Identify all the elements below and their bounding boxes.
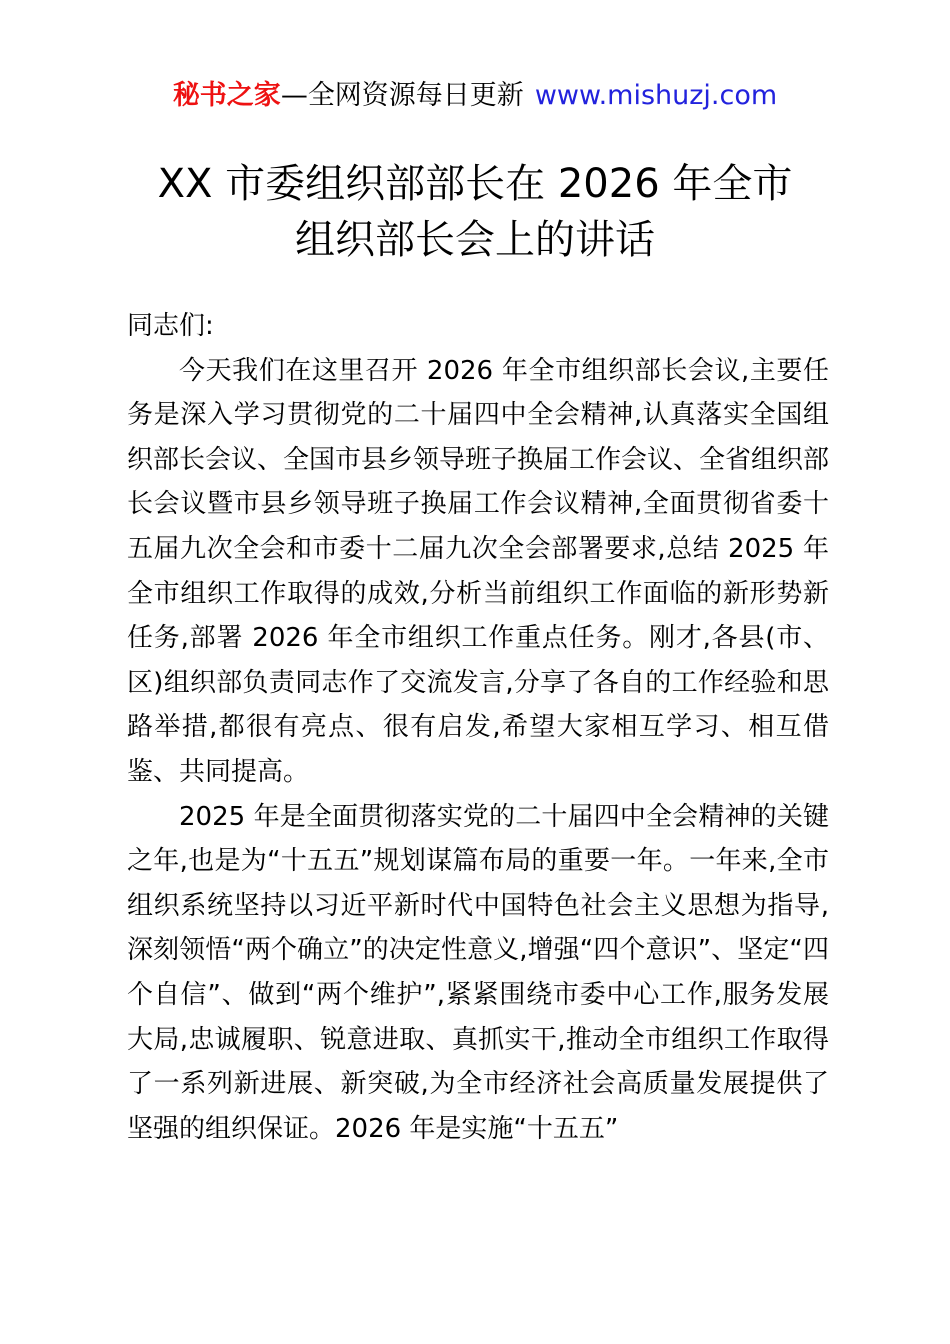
- salutation: 同志们:: [127, 311, 214, 341]
- site-header: [0, 0, 950, 114]
- site-name: 秘书之家: [172, 80, 281, 111]
- document-title-line-1: XX 市委组织部部长在 2026 年全市: [157, 161, 793, 207]
- header-separator: —: [280, 80, 308, 111]
- document-title: [95, 156, 855, 268]
- site-url-link[interactable]: www.mishuzj.com: [534, 80, 778, 111]
- paragraph-2: 2025 年是全面贯彻落实党的二十届四中全会精神的关键之年,也是为“十五五”规划谋篇布局的重要一年。一年来,全市组织系统坚持以习近平新时代中国特色社会主义思想为指导,深刻领悟“两个确立”的决定性意义,增强“四个意识”、坚定“四个自信”、做到“两个维护”,紧紧围绕市委中心工作,服务发展大局,忠诚履职、锐意进取、真抓实干,推动全市组织工作取得了一系列新进展、新突破,为全市经济社会高质量发展提供了坚强的组织保证。2026 年是实施“十五五”: [127, 801, 829, 1144]
- header-tagline: 全网资源每日更新: [307, 80, 524, 111]
- document-title-line-2: 组织部长会上的讲话: [295, 217, 655, 263]
- paragraph-1: 今天我们在这里召开 2026 年全市组织部长会议,主要任务是深入学习贯彻党的二十届四中全会精神,认真落实全国组织部长会议、全国市县乡领导班子换届工作会议、全省组织部长会议暨市县乡领导班子换届工作会议精神,全面贯彻省委十五届九次全会和市委十二届九次全会部署要求,总结 2025 年全市组织工作取得的成效,分析当前组织工作面临的新形势新任务,部署 2026 年全市组织工作重点任务。刚才,各县(市、区)组织部负责同志作了交流发言,分享了各自的工作经验和思路举措,都很有亮点、很有启发,希望大家相互学习、相互借鉴、共同提高。: [127, 355, 830, 787]
- document-body: [127, 304, 829, 1151]
